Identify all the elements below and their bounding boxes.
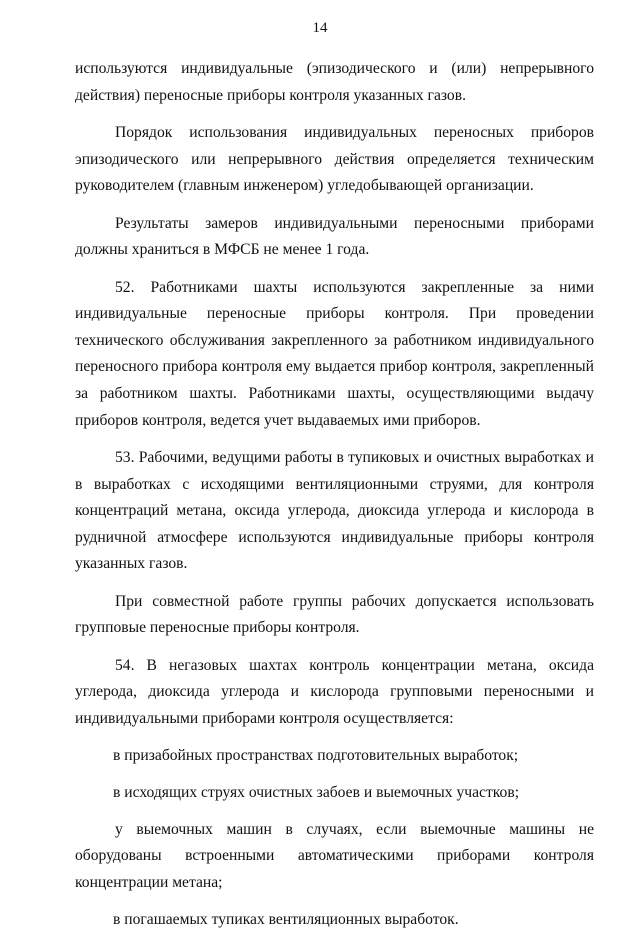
paragraph-group-work: При совместной работе группы рабочих допускается использовать групповые переносные приборы контроля. (75, 592, 594, 637)
paragraph-continuation: используются индивидуальные (эпизодического и (или) непрерывного действия) переносные приборы контроля указанных газов. (75, 60, 594, 104)
paragraph-measurement-results: Результаты замеров индивидуальными переносными приборами должны храниться в МФСБ не менее 1 года. (75, 214, 594, 259)
paragraph-54: 54. В негазовых шахтах контроль концентрации метана, оксида углерода, диоксида углерода и кислорода групповыми переносными и индивидуальными приборами контроля осуществляется: (75, 656, 594, 727)
list-item-outgoing-streams: в исходящих струях очистных забоев и выемочных участков; (113, 784, 520, 802)
list-item-dead-ends: в погашаемых тупиках вентиляционных выработок. (113, 911, 459, 929)
paragraph-52: 52. Работниками шахты используются закрепленные за ними индивидуальные переносные приборы контроля. При проведении технического обслуживания закрепленного за работником индивидуального переносного прибора контроля ему выдается прибор контроля, закрепленный за работником шахты. Работниками шахты, осуществляющими выдачу приборов контроля, ведется учет выдаваемых ими приборов. (75, 278, 594, 429)
list-item-extraction-machines: у выемочных машин в случаях, если выемочные машины не оборудованы встроенными автоматическими приборами контроля концентрации метана; (75, 820, 594, 891)
page-number: 14 (312, 20, 328, 36)
paragraph-order-of-use: Порядок использования индивидуальных переносных приборов эпизодического или непрерывного действия определяется техническим руководителем (главным инженером) угледобывающей организации. (75, 123, 594, 195)
document-body (75, 56, 594, 944)
list-item-face-spaces: в призабойных пространствах подготовительных выработок; (113, 747, 519, 765)
paragraph-53: 53. Рабочими, ведущими работы в тупиковых и очистных выработках и в выработках с исходящими вентиляционными струями, для контроля концентраций метана, оксида углерода, диоксида углерода и кислорода в рудничной атмосфере используются индивидуальные приборы контроля указанных газов. (75, 448, 594, 573)
